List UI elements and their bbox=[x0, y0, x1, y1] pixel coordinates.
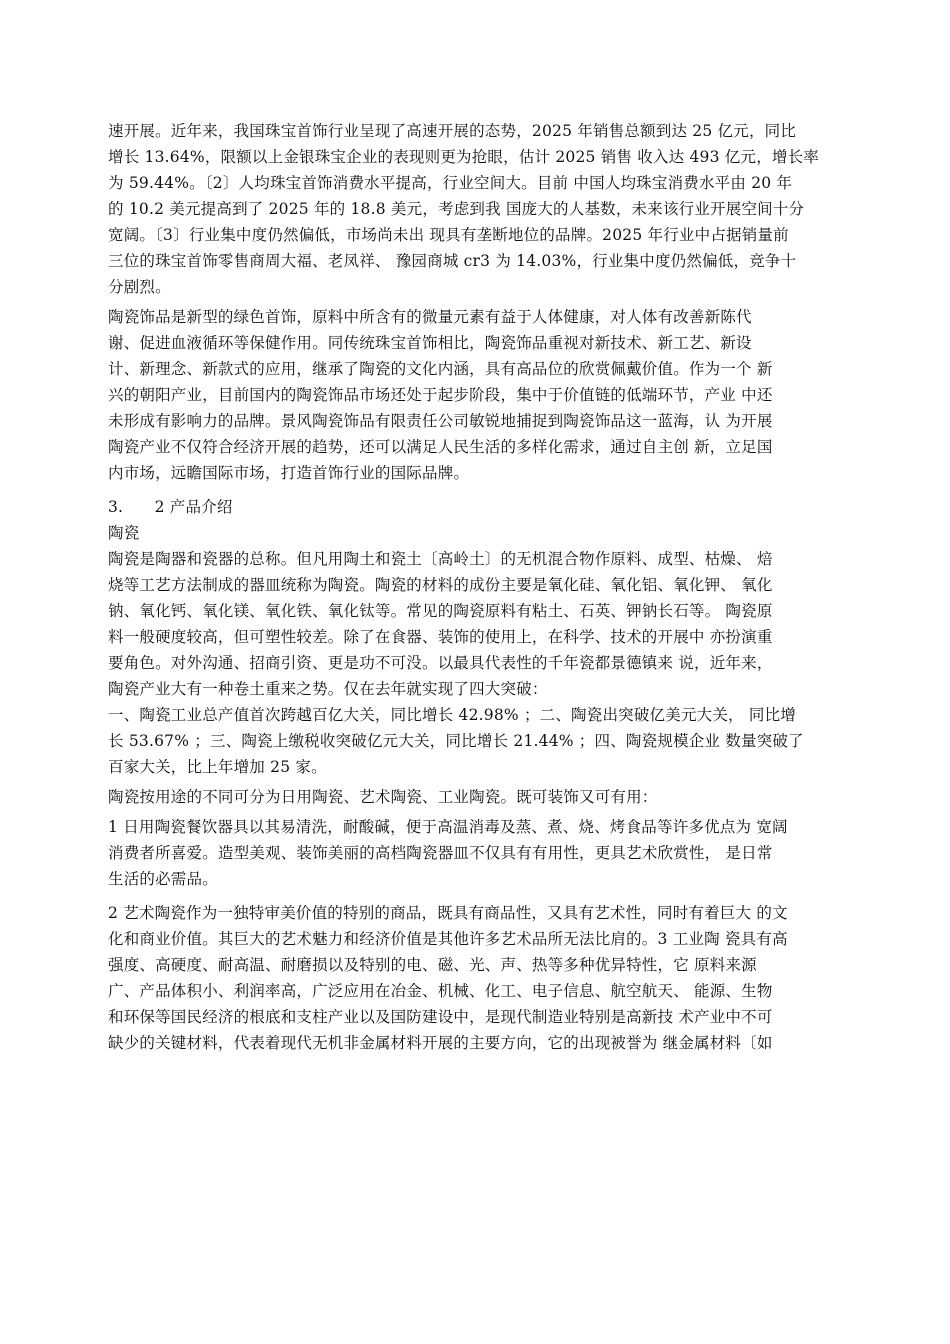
text-line: 三位的珠宝首饰零售商周大福、老凤祥、 豫园商城 cr3 为 14.03%，行业集中度仍然偏低，竞争十 bbox=[108, 252, 797, 270]
paragraph-ceramic-jewelry bbox=[108, 304, 830, 486]
text-line: 陶瓷是陶器和瓷器的总称。但凡用陶土和瓷土〔高岭土〕的无机混合物作原料、成型、枯燥、 焙 bbox=[108, 550, 773, 568]
paragraph-art-industrial-ceramics bbox=[108, 900, 830, 1056]
text-line: 为 59.44%。〔2〕人均珠宝首饰消费水平提高，行业空间大。目前 中国人均珠宝消费水平由 20 年 bbox=[108, 174, 793, 192]
text-line: 陶瓷产业不仅符合经济开展的趋势，还可以满足人民生活的多样化需求，通过自主创 新，立足国 bbox=[108, 438, 773, 456]
text-line: 增长 13.64%，限额以上金银珠宝企业的表现则更为抢眼，估计 2025 销售 收入达 493 亿元，增长率 bbox=[108, 148, 819, 166]
text-line: 缺少的关键材料，代表着现代无机非金属材料开展的主要方向，它的出现被誉为 继金属材料〔如 bbox=[108, 1034, 773, 1052]
paragraph-categories bbox=[108, 784, 830, 810]
paragraph-breakthroughs bbox=[108, 702, 830, 780]
text-line: 化和商业价值。其巨大的艺术魅力和经济价值是其他许多艺术品所无法比肩的。3 工业陶 瓷具有高 bbox=[108, 930, 788, 948]
text-line: 钠、氧化钙、氧化镁、氧化铁、氧化钛等。常见的陶瓷原料有粘土、石英、钾钠长石等。 陶瓷原 bbox=[108, 602, 773, 620]
paragraph-daily-ceramics bbox=[108, 814, 830, 892]
subheading: 陶瓷 bbox=[108, 524, 140, 542]
text-line: 强度、高硬度、耐高温、耐磨损以及特别的电、磁、光、声、热等多种优异特性，它 原料来源 bbox=[108, 956, 757, 974]
section-heading: 3. 2 产品介绍 bbox=[108, 498, 233, 516]
text-line: 料一般硬度较高，但可塑性较差。除了在食器、装饰的使用上，在科学、技术的开展中 亦扮演重 bbox=[108, 628, 773, 646]
text-line: 兴的朝阳产业，目前国内的陶瓷饰品市场还处于起步阶段，集中于价值链的低端环节，产业 中还 bbox=[108, 386, 773, 404]
text-line: 和环保等国民经济的根底和支柱产业以及国防建设中，是现代制造业特别是高新技 术产业中不可 bbox=[108, 1008, 773, 1026]
text-line: 长 53.67% ；三、陶瓷上缴税收突破亿元大关，同比增长 21.44% ；四、陶瓷规模企业 数量突破了 bbox=[108, 732, 804, 750]
text-line: 计、新理念、新款式的应用，继承了陶瓷的文化内涵，具有高品位的欣赏佩戴价值。作为一个 新 bbox=[108, 360, 773, 378]
document-page bbox=[108, 118, 830, 1056]
text-line: 的 10.2 美元提高到了 2025 年的 18.8 美元，考虑到我 国庞大的人基数，未来该行业开展空间十分 bbox=[108, 200, 805, 218]
text-line: 谢、促进血液循环等保健作用。同传统珠宝首饰相比，陶瓷饰品重视对新技术、新工艺、新设 bbox=[108, 334, 752, 352]
text-line: 速开展。近年来，我国珠宝首饰行业呈现了高速开展的态势，2025 年销售总额到达 25 亿元，同比 bbox=[108, 122, 797, 140]
text-line: 1 日用陶瓷餐饮器具以其易清洗，耐酸碱，便于高温消毒及蒸、煮、烧、烤食品等许多优点为 宽阔 bbox=[108, 818, 788, 836]
text-line: 宽阔。〔3〕行业集中度仍然偏低，市场尚未出 现具有垄断地位的品牌。2025 年行业中占据销量前 bbox=[108, 226, 789, 244]
text-line: 百家大关，比上年增加 25 家。 bbox=[108, 758, 327, 776]
paragraph-ceramics-definition bbox=[108, 546, 830, 702]
text-line: 内市场，远瞻国际市场，打造首饰行业的国际品牌。 bbox=[108, 464, 470, 482]
text-line: 一、陶瓷工业总产值首次跨越百亿大关，同比增长 42.98% ；二、陶瓷出突破亿美元大关， 同比增 bbox=[108, 706, 796, 724]
text-line: 陶瓷产业大有一种卷土重来之势。仅在去年就实现了四大突破： bbox=[108, 680, 548, 698]
text-line: 要角色。对外沟通、招商引资、更是功不可没。以最具代表性的千年瓷都景德镇来 说，近年来， bbox=[108, 654, 773, 672]
paragraph-jewelry-industry bbox=[108, 118, 830, 300]
text-line: 未形成有影响力的品牌。景风陶瓷饰品有限责任公司敏锐地捕捉到陶瓷饰品这一蓝海，认 为开展 bbox=[108, 412, 773, 430]
text-line: 分剧烈。 bbox=[108, 278, 171, 296]
text-line: 陶瓷按用途的不同可分为日用陶瓷、艺术陶瓷、工业陶瓷。既可装饰又可有用： bbox=[108, 788, 658, 806]
text-line: 烧等工艺方法制成的器皿统称为陶瓷。陶瓷的材料的成份主要是氧化硅、氧化铝、氧化钾、 氧化 bbox=[108, 576, 773, 594]
text-line: 生活的必需品。 bbox=[108, 870, 218, 888]
text-line: 广、产品体积小、利润率高，广泛应用在冶金、机械、化工、电子信息、航空航天、 能源、生物 bbox=[108, 982, 773, 1000]
text-line: 陶瓷饰品是新型的绿色首饰，原料中所含有的微量元素有益于人体健康，对人体有改善新陈代 bbox=[108, 308, 752, 326]
text-line: 消费者所喜爱。造型美观、装饰美丽的高档陶瓷器皿不仅具有有用性，更具艺术欣赏性， 是日常 bbox=[108, 844, 773, 862]
text-line: 2 艺术陶瓷作为一独特审美价值的特别的商品，既具有商品性，又具有艺术性，同时有着巨大 的文 bbox=[108, 904, 788, 922]
